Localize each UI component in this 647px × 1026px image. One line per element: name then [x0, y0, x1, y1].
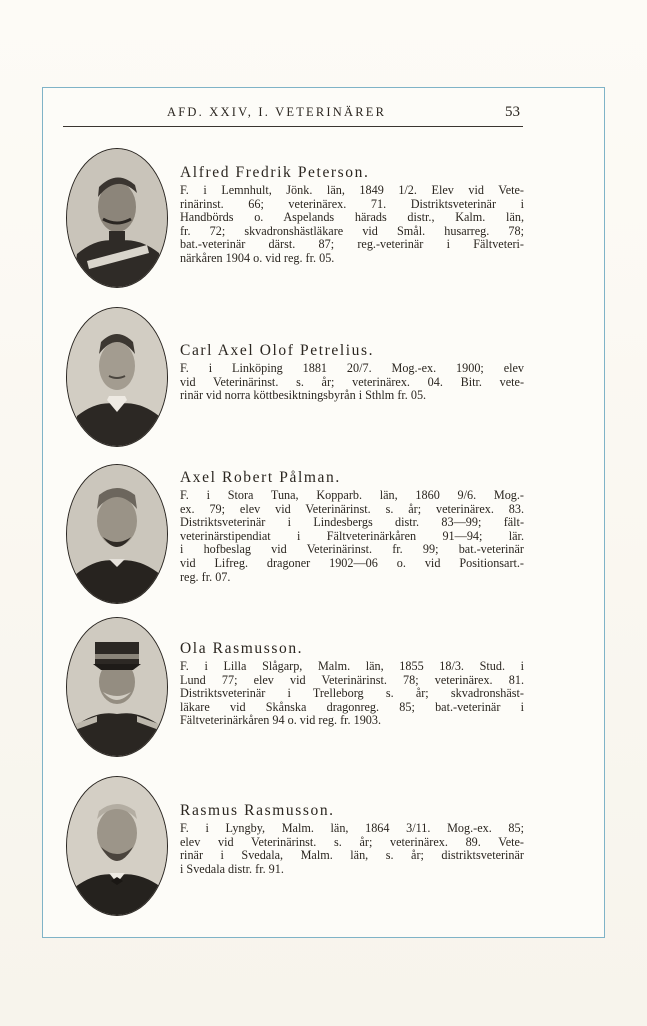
bio-line: rinär vid norra köttbesiktningsbyrån i Sthlm fr. 05.	[180, 388, 427, 403]
bio-line: läkare vid Skånska dragonreg. 85; bat.-veterinär i	[180, 699, 524, 714]
bio-line: vid Veterinärinst. s. år; veterinärex. 04. Bitr. vete-	[180, 374, 524, 389]
entry-name: Ola Rasmusson.	[180, 640, 304, 657]
section-title: AFD. XXIV, I. VETERINÄRER	[167, 105, 387, 119]
entry-name: Axel Robert Pålman.	[180, 469, 341, 486]
bio-line: reg. fr. 07.	[180, 569, 231, 584]
portrait-image	[66, 148, 168, 288]
bio-line: F. i Lemnhult, Jönk. län, 1849 1/2. Elev vid Vete-	[180, 183, 524, 197]
bio-line: bat.-veterinär därst. 87; reg.-veterinär i Fältveteri-	[180, 237, 524, 252]
bio-line: vid Lifreg. dragoner 1902—06 o. vid Positionsart.-	[180, 555, 524, 570]
entry-name: Alfred Fredrik Peterson.	[180, 164, 370, 181]
bio-line: Distriktsveterinär i Lindesbergs distr. 83—99; fält-	[180, 515, 524, 530]
entry-name: Rasmus Rasmusson.	[180, 802, 335, 819]
entry-name: Carl Axel Olof Petrelius.	[180, 342, 375, 359]
running-head	[63, 102, 523, 127]
entry-biography	[180, 660, 524, 728]
bio-line: F. i Linköping 1881 20/7. Mog.-ex. 1900; elev	[180, 361, 524, 375]
bio-line: ex. 79; elev vid Veterinärinst. s. år; veterinärex. 83.	[180, 501, 524, 516]
bio-line: rinärinst. 66; veterinärex. 71. Distriktsveterinär i	[180, 196, 524, 211]
entry-biography	[180, 184, 524, 266]
bio-line: Distriktsveterinär i Trelleborg s. år; skvadronshäst-	[180, 686, 524, 701]
bio-line: i hofbeslag vid Veterinärinst. fr. 99; bat.-veterinär	[180, 542, 524, 557]
entry-biography	[180, 489, 524, 584]
bio-line: fr. 72; skvadronshästläkare vid Smål. husarreg. 78;	[180, 223, 524, 238]
page-number: 53	[505, 104, 520, 120]
portrait-image	[66, 617, 168, 757]
portrait-image	[66, 464, 168, 604]
bio-line: F. i Stora Tuna, Kopparb. län, 1860 9/6. Mog.-	[180, 488, 524, 502]
entry-biography	[180, 362, 524, 403]
entry-biography	[180, 822, 524, 876]
bio-line: Handbörds o. Aspelands härads distr., Kalm. län,	[180, 210, 524, 225]
portrait-image	[66, 776, 168, 916]
bio-line: veterinärstipendiat i Fältveterinärkåren 91—94; lär.	[180, 528, 524, 543]
bio-line: rinär i Svedala, Malm. län, s. år; distriktsveterinär	[180, 848, 524, 863]
bio-line: elev vid Veterinärinst. s. år; veterinärex. 89. Vete-	[180, 834, 524, 849]
bio-line: i Svedala distr. fr. 91.	[180, 861, 284, 876]
portrait-image	[66, 307, 168, 447]
bio-line: F. i Lyngby, Malm. län, 1864 3/11. Mog.-ex. 85;	[180, 821, 524, 835]
bio-line: F. i Lilla Slågarp, Malm. län, 1855 18/3. Stud. i	[180, 659, 524, 673]
bio-line: närkåren 1904 o. vid reg. fr. 05.	[180, 250, 335, 265]
bio-line: Lund 77; elev vid Veterinärinst. 78; veterinärex. 81.	[180, 672, 524, 687]
bio-line: Fältveterinärkåren 94 o. vid reg. fr. 1903.	[180, 713, 382, 728]
